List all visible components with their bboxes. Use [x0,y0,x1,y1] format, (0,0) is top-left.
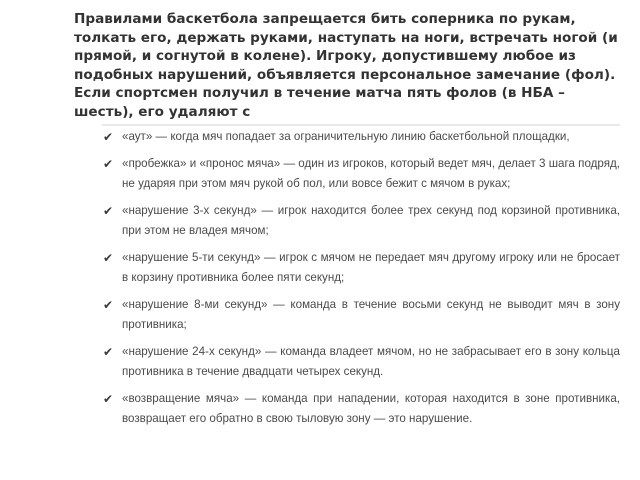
rule-24-seconds [102,342,620,382]
rule-text: «аут» — когда мяч попадает за ограничительную линию баскетбольной площадки, [122,130,570,143]
rule-text: «возвращение мяча» — команда при нападении, которая находится в зоне противника, возвращает его обратно в свою тыловую зону — это нарушение. [122,392,620,425]
checkmark-icon: ✔ [103,251,114,265]
intro-paragraph: Правилами баскетбола запрещается бить соперника по рукам, толкать его, держать руками, наступать на ноги, встречать ногой (и прямой, и согнутой в колене). Игроку, допустившему любое из подобных нарушений, объявляется персональное замечание (фол). Если спортсмен получил в течение матча пять фолов (в НБА – шесть), его удаляют с [74,11,618,120]
rule-8-seconds [102,295,620,335]
rule-backcourt [102,389,620,429]
checkmark-icon: ✔ [103,392,114,406]
rule-text: «нарушение 24-х секунд» — команда владеет мячом, но не забрасывает его в зону кольца противника в течение двадцати четырех секунд. [122,345,620,378]
checkmark-icon: ✔ [103,157,114,171]
rule-5-seconds [102,248,620,288]
rule-travel [102,154,620,194]
checkmark-icon: ✔ [103,130,114,144]
rule-text: «нарушение 8-ми секунд» — команда в течение восьми секунд не выводит мяч в зону противника; [122,298,620,331]
rule-text: «пробежка» и «пронос мяча» — один из игроков, который ведет мяч, делает 3 шага подряд, не ударяя при этом мяч рукой об пол, или вовсе бежит с мячом в руках; [122,157,620,190]
checkmark-icon: ✔ [103,298,114,312]
rules-list [102,127,620,429]
scanned-rules-image [102,127,620,467]
checkmark-icon: ✔ [103,345,114,359]
scan-top-edge [102,124,620,126]
checkmark-icon: ✔ [103,204,114,218]
rule-text: «нарушение 5-ти секунд» — игрок с мячом не передает мяч другому игроку или не бросает в корзину противника более пяти секунд; [122,251,620,284]
rule-text: «нарушение 3-х секунд» — игрок находится более трех секунд под корзиной противника, при этом не владея мячом; [122,204,620,237]
rule-3-seconds [102,201,620,241]
rule-out [102,127,620,147]
